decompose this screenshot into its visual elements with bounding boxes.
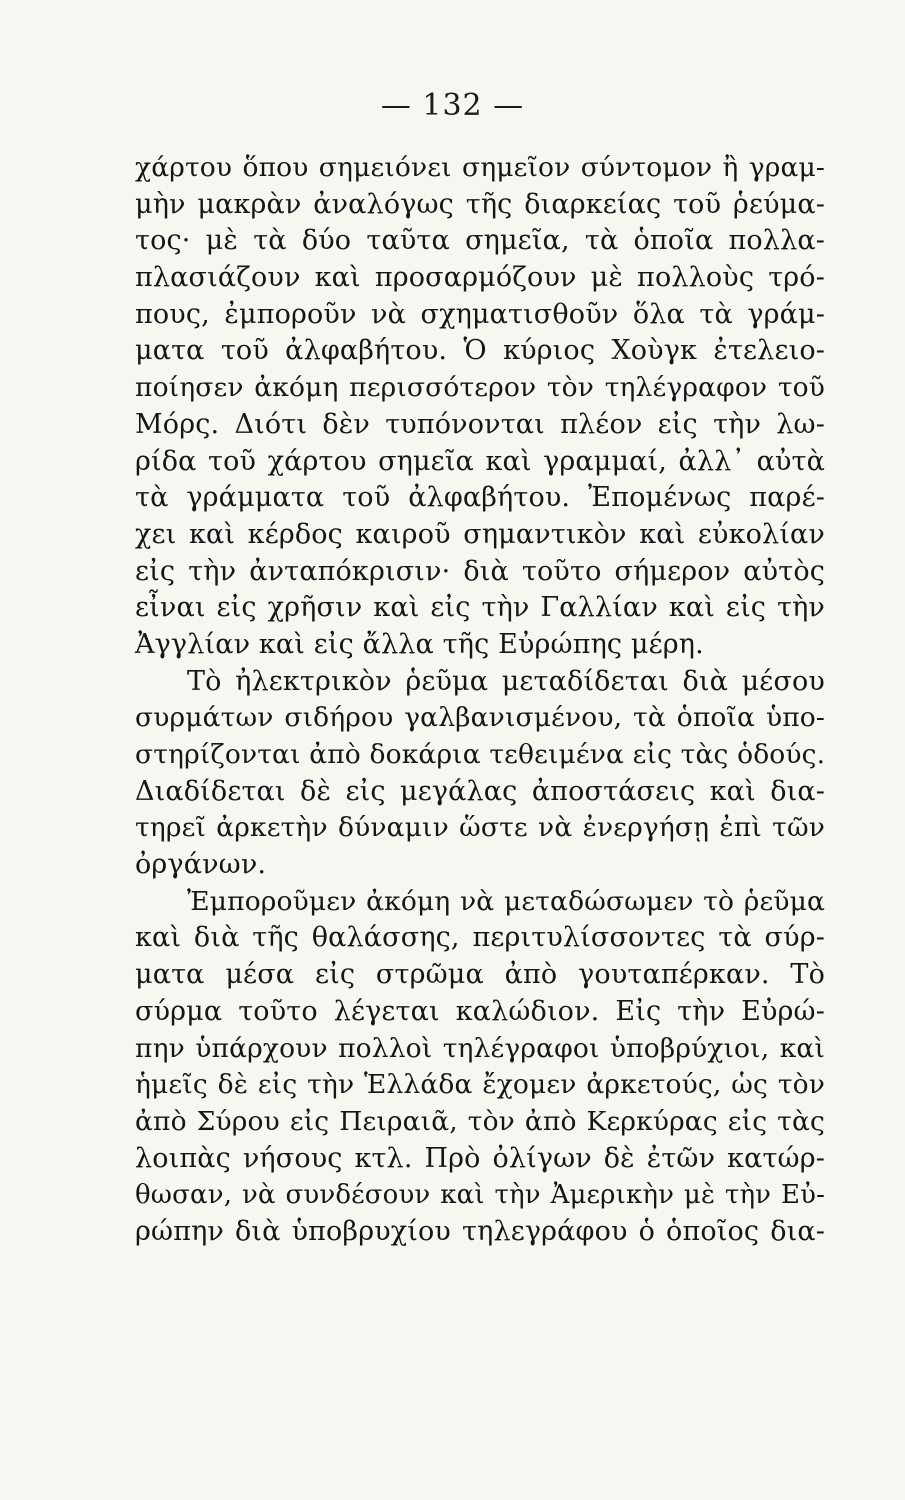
text-line: ρίδα τοῦ χάρτου σημεῖα καὶ γραμμαί, ἀλλ᾽ αὐτὰ — [135, 445, 825, 477]
text-line: πην ὑπάρχουν πολλοὶ τηλέγραφοι ὑποβρύχιοι, καὶ — [135, 1032, 825, 1064]
text-line: τηρεῖ ἀρκετὴν δύναμιν ὥστε νὰ ἐνεργήσῃ ἐπὶ τῶν — [135, 812, 825, 844]
page-number: — 132 — — [380, 88, 525, 123]
text-line: Ἀγγλίαν καὶ εἰς ἄλλα τῆς Εὐρώπης μέρη. — [135, 628, 704, 660]
text-line: καὶ διὰ τῆς θαλάσσης, περιτυλίσσοντες τὰ σύρ- — [135, 922, 825, 954]
text-line: τος· μὲ τὰ δύο ταῦτα σημεῖα, τὰ ὁποῖα πολλα- — [135, 225, 825, 257]
text-line: μὴν μακρὰν ἀναλόγως τῆς διαρκείας τοῦ ῥεύμα- — [135, 188, 825, 220]
text-line: χάρτου ὅπου σημειόνει σημεῖον σύντομον ἢ γραμ- — [135, 152, 825, 183]
text-line: ματα μέσα εἰς στρῶμα ἀπὸ γουταπέρκαν. Τὸ — [135, 959, 825, 991]
text-line: ματα τοῦ ἀλφαβήτου. Ὁ κύριος Χοὺγκ ἐτελειο- — [135, 335, 825, 367]
text-line: συρμάτων σιδήρου γαλβανισμένου, τὰ ὁποῖα ὑπο- — [135, 702, 825, 734]
text-line: πλασιάζουν καὶ προσαρμόζουν μὲ πολλοὺς τρό- — [135, 262, 825, 294]
text-line: Τὸ ἠλεκτρικὸν ῥεῦμα μεταδίδεται διὰ μέσου — [187, 665, 825, 697]
text-line: Ἐμποροῦμεν ἀκόμη νὰ μεταδώσωμεν τὸ ῥεῦμα — [187, 885, 825, 917]
body-text — [135, 150, 825, 1251]
text-line: Μόρς. Διότι δὲν τυπόνονται πλέον εἰς τὴν λω- — [135, 408, 825, 440]
text-line: τὰ γράμματα τοῦ ἀλφαβήτου. Ἐπομένως παρέ- — [135, 482, 825, 514]
text-line: ὀργάνων. — [135, 849, 267, 881]
text-line: ρώπην διὰ ὑποβρυχίου τηλεγράφου ὁ ὁποῖος δια- — [135, 1215, 825, 1247]
text-line: στηρίζονται ἀπὸ δοκάρια τεθειμένα εἰς τὰς ὁδούς. — [135, 739, 826, 770]
text-line: Διαδίδεται δὲ εἰς μεγάλας ἀποστάσεις καὶ δια- — [135, 775, 825, 807]
text-line: ἀπὸ Σύρου εἰς Πειραιᾶ, τὸν ἀπὸ Κερκύρας εἰς τὰς — [135, 1105, 825, 1137]
text-line: ποίησεν ἀκόμη περισσότερον τὸν τηλέγραφον τοῦ — [135, 372, 825, 404]
text-line: ἡμεῖς δὲ εἰς τὴν Ἑλλάδα ἔχομεν ἀρκετούς, ὡς τὸν — [135, 1069, 825, 1101]
text-line: χει καὶ κέρδος καιροῦ σημαντικὸν καὶ εὐκολίαν — [135, 518, 825, 550]
text-line: σύρμα τοῦτο λέγεται καλώδιον. Εἰς τὴν Εὐρώ- — [135, 995, 825, 1027]
text-line: πους, ἐμποροῦν νὰ σχηματισθοῦν ὅλα τὰ γράμ- — [135, 298, 825, 330]
text-line: εἰς τὴν ἀνταπόκρισιν· διὰ τοῦτο σήμερον αὐτὸς — [135, 555, 825, 587]
text-line: λοιπὰς νήσους κτλ. Πρὸ ὀλίγων δὲ ἐτῶν κατώρ- — [135, 1142, 825, 1174]
text-line: εἶναι εἰς χρῆσιν καὶ εἰς τὴν Γαλλίαν καὶ εἰς τὴν — [135, 592, 825, 624]
text-line: θωσαν, νὰ συνδέσουν καὶ τὴν Ἀμερικὴν μὲ τὴν Εὐ- — [135, 1180, 825, 1211]
